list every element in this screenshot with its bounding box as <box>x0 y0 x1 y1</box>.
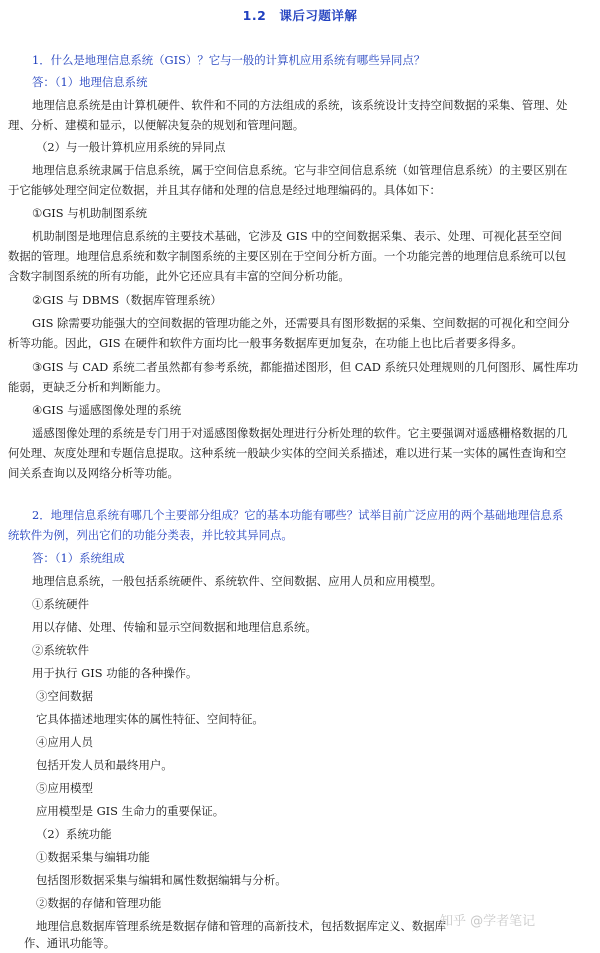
question-2: 统软件为例，列出它们的功能分类表，并比较其异同点。 <box>8 528 293 542</box>
paragraph-line: 能弱，更缺乏分析和判断能力。 <box>8 380 168 394</box>
paragraph-line: 含数字制图系统的所有功能，此外它还应具有丰富的空间分析功能。 <box>8 269 350 283</box>
paragraph-line: 它具体描述地理实体的属性特征、空间特征。 <box>36 712 264 726</box>
paragraph-line: 包括开发人员和最终用户。 <box>36 758 173 772</box>
paragraph-line: 析等功能。因此，GIS 在硬件和软件方面均比一般事务数据库更加复杂，在功能上也比后者要多得多。 <box>8 336 523 350</box>
paragraph-line: 理、分析、建模和显示，以便解决复杂的规划和管理问题。 <box>8 118 305 132</box>
item-heading: ③GIS 与 CAD 系统二者虽然都有参考系统，都能描述图形，但 CAD 系统只处理规则的几何图形、属性库功 <box>32 360 579 374</box>
paragraph-line: 间关系查询以及网络分析等功能。 <box>8 466 179 480</box>
paragraph-line: 地理信息数据库管理系统是数据存储和管理的高新技术，包括数据库定义、数据库 <box>36 919 447 933</box>
item-heading: ②系统软件 <box>32 643 89 657</box>
item-heading: ⑤应用模型 <box>36 781 93 795</box>
question-1: 1．什么是地理信息系统（GIS）？它与一般的计算机应用系统有哪些异同点？ <box>32 53 426 67</box>
paragraph-line: 机助制图是地理信息系统的主要技术基础，它涉及 GIS 中的空间数据采集、表示、处理、可视化甚至空间 <box>32 229 562 243</box>
item-heading: ②数据的存储和管理功能 <box>36 896 162 910</box>
paragraph-line: 地理信息系统隶属于信息系统，属于空间信息系统。它与非空间信息系统（如管理信息系统）的主要区别在 <box>32 163 568 177</box>
section-title: 1.2 课后习题详解 <box>242 8 358 23</box>
item-heading: ④应用人员 <box>36 735 93 749</box>
item-heading: ③空间数据 <box>36 689 93 703</box>
paragraph-line: 用以存储、处理、传输和显示空间数据和地理信息系统。 <box>32 620 317 634</box>
watermark: 知乎 @学者笔记 <box>440 914 536 929</box>
item-heading: ①GIS 与机助制图系统 <box>32 206 147 220</box>
item-heading: ①数据采集与编辑功能 <box>36 850 150 864</box>
subheading: （2）系统功能 <box>36 827 112 841</box>
question-2: 2．地理信息系统有哪几个主要部分组成？它的基本功能有哪些？试举目前广泛应用的两个基础地理信息系 <box>32 508 564 522</box>
paragraph-line: 遥感图像处理的系统是专门用于对遥感图像数据处理进行分析处理的软件。它主要强调对遥感栅格数据的几 <box>32 426 568 440</box>
item-heading: ②GIS 与 DBMS（数据库管理系统） <box>32 293 222 307</box>
paragraph-line: 地理信息系统，一般包括系统硬件、系统软件、空间数据、应用人员和应用模型。 <box>32 574 443 588</box>
paragraph-line: 于它能够处理空间定位数据，并且其存储和处理的信息是经过地理编码的。具体如下： <box>8 183 441 197</box>
paragraph-line: 用于执行 GIS 功能的各种操作。 <box>32 666 198 680</box>
paragraph-line: 何处理、灰度处理和专题信息提取。这种系统一般缺少实体的空间关系描述，难以进行某一实体的属性查询和空 <box>8 446 567 460</box>
subheading: （2）与一般计算机应用系统的异同点 <box>36 140 226 154</box>
paragraph-line: GIS 除需要功能强大的空间数据的管理功能之外，还需要具有图形数据的采集、空间数据的可视化和空间分 <box>32 316 570 330</box>
item-heading: ④GIS 与遥感图像处理的系统 <box>32 403 182 417</box>
paragraph-line: 地理信息系统是由计算机硬件、软件和不同的方法组成的系统，该系统设计支持空间数据的采集、管理、处 <box>32 98 568 112</box>
paragraph-line: 包括图形数据采集与编辑和属性数据编辑与分析。 <box>36 873 287 887</box>
item-heading: ①系统硬件 <box>32 597 89 611</box>
paragraph-line: 作、通讯功能等。 <box>24 936 116 950</box>
paragraph-line: 应用模型是 GIS 生命力的重要保证。 <box>36 804 225 818</box>
answer-1-heading: 答：（1）地理信息系统 <box>32 75 148 89</box>
answer-2-heading: 答：（1）系统组成 <box>32 551 125 565</box>
paragraph-line: 数据的管理。地理信息系统和数字制图系统的主要区别在于空间分析方面。一个功能完善的地理信息系统可以包 <box>8 249 567 263</box>
